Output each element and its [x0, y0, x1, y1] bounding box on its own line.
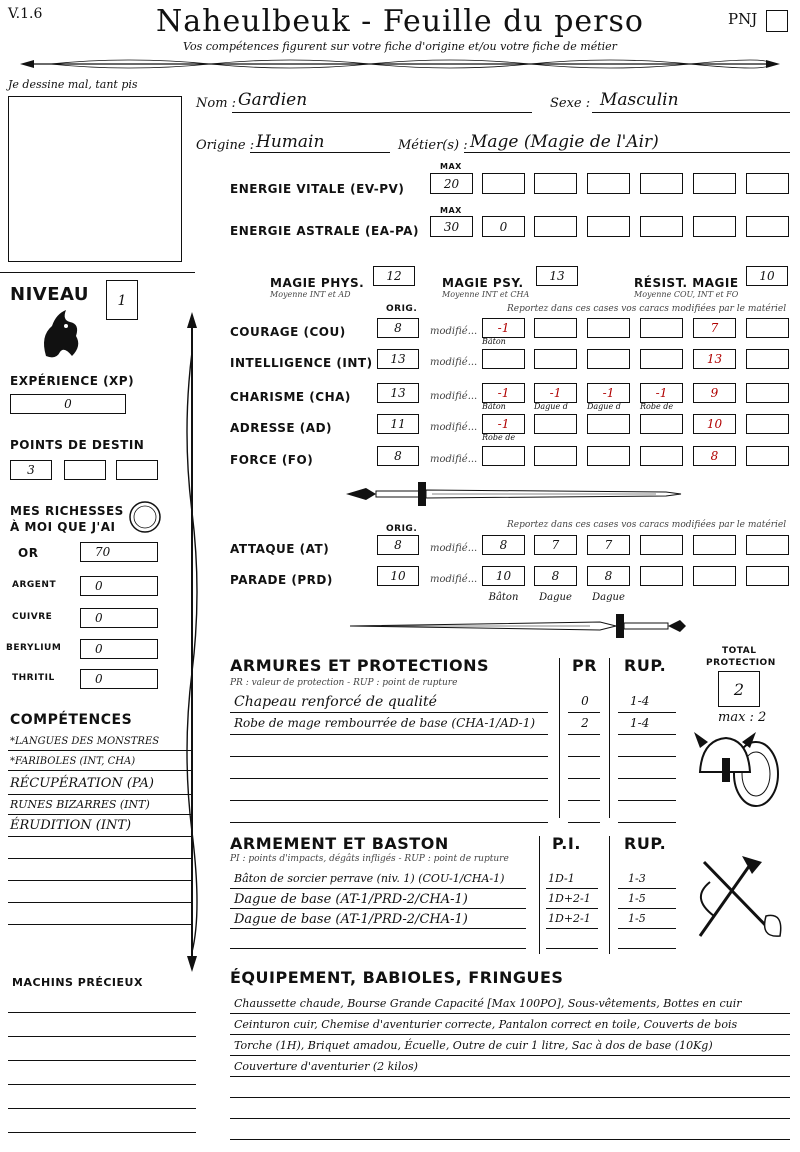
combat-mod-box[interactable]	[640, 566, 683, 586]
niveau-value[interactable]: 1	[106, 280, 138, 320]
combat-label: PARADE (PRD)	[230, 573, 333, 587]
stat-modifie-label: modifié...	[430, 357, 478, 368]
combat-mod-box[interactable]	[640, 535, 683, 555]
competence-line-5	[8, 836, 192, 837]
destin-box-1[interactable]: 3	[10, 460, 52, 480]
combat-mod-box[interactable]	[746, 535, 789, 555]
max-protection: max : 2	[718, 710, 767, 725]
stat-mod-box[interactable]	[587, 446, 630, 466]
stat-mod-source: Bâton	[482, 337, 506, 346]
armures-pr-label: PR	[572, 656, 598, 675]
competence-3[interactable]: RÉCUPÉRATION (PA)	[10, 776, 154, 791]
armure-rup-line	[618, 756, 676, 757]
equipement-line-text[interactable]: Torche (1H), Briquet amadou, Écuelle, Outre de cuir 1 litre, Sac à dos de base (10Kg)	[234, 1039, 713, 1052]
combat-sub-2: Dague	[539, 592, 572, 603]
ev-box-4[interactable]	[587, 173, 630, 194]
stat-mod-source: Robe de	[640, 402, 674, 411]
stat-mod-source: Robe de	[482, 433, 516, 442]
arme-pi-line	[546, 928, 598, 929]
thritil-value[interactable]: 0	[80, 669, 158, 689]
armures-note: PR : valeur de protection - RUP : point de rupture	[230, 678, 458, 688]
arme-line	[230, 888, 526, 889]
competence-line-7	[8, 880, 192, 881]
stats-orig-label: ORIG.	[386, 304, 418, 314]
armure-pr-line	[568, 734, 600, 735]
argent-value[interactable]: 0	[80, 576, 158, 596]
ea-max-label: MAX	[440, 206, 462, 215]
stat-label: CHARISME (CHA)	[230, 390, 351, 404]
armure-line	[230, 756, 548, 757]
equipement-line	[230, 1118, 790, 1119]
stat-label: ADRESSE (AD)	[230, 421, 333, 435]
resist-value[interactable]: 10	[746, 266, 788, 286]
total-label-2: PROTECTION	[706, 658, 776, 668]
richesses-label-2: À MOI QUE J'AI	[10, 520, 116, 534]
combat-orig-value[interactable]: 10	[377, 566, 419, 586]
origine-line	[250, 152, 390, 153]
arme-rup-line	[618, 908, 676, 909]
arme-line	[230, 908, 526, 909]
ea-box-2[interactable]: 0	[482, 216, 525, 237]
richesses-label-1: MES RICHESSES	[10, 504, 124, 518]
arme-name[interactable]: Dague de base (AT-1/PRD-2/CHA-1)	[234, 912, 468, 927]
stat-mod-source: Dague d	[587, 402, 621, 411]
sexe-label: Sexe :	[550, 96, 591, 111]
origine-label: Origine :	[196, 138, 255, 153]
armure-rup[interactable]: 1-4	[630, 694, 650, 708]
combat-orig-value[interactable]: 8	[377, 535, 419, 555]
equipement-line-text[interactable]: Chaussette chaude, Bourse Grande Capacité [Max 100PO], Sous-vêtements, Bottes en cuir	[234, 997, 742, 1010]
equipement-line	[230, 1139, 790, 1140]
armure-rup-line	[618, 712, 676, 713]
stat-mod-box[interactable]: -1	[640, 383, 683, 403]
armure-pr-line	[568, 756, 600, 757]
ea-box-1[interactable]: 30	[430, 216, 473, 237]
arme-name[interactable]: Bâton de sorcier perrave (niv. 1) (COU-1/CHA-1)	[234, 872, 505, 885]
stat-mod-box[interactable]	[534, 414, 577, 434]
armure-rup-line	[618, 800, 676, 801]
ea-label: ENERGIE ASTRALE (EA-PA)	[230, 224, 419, 238]
stat-mod-box[interactable]	[534, 318, 577, 338]
left-divider	[0, 272, 195, 273]
competence-line-6	[8, 858, 192, 859]
sword-icon-2	[340, 610, 690, 642]
weapons-icon	[690, 852, 786, 944]
stat-mod-box[interactable]: 10	[693, 414, 736, 434]
stat-modifie-label: modifié...	[430, 454, 478, 465]
competence-line-8	[8, 902, 192, 903]
arme-pi[interactable]: 1D-1	[548, 872, 575, 885]
stat-mod-box[interactable]	[587, 414, 630, 434]
machins-line-2	[8, 1036, 196, 1037]
armure-pr[interactable]: 2	[581, 716, 589, 730]
xp-value[interactable]: 0	[10, 394, 126, 414]
stat-mod-box[interactable]: -1	[482, 383, 525, 403]
stat-mod-box[interactable]	[746, 383, 789, 403]
machins-line-4	[8, 1084, 196, 1085]
machins-line-3	[8, 1060, 196, 1061]
stat-mod-box[interactable]: 9	[693, 383, 736, 403]
nom-line	[232, 112, 532, 113]
armure-pr[interactable]: 0	[581, 694, 589, 708]
competence-line-4	[8, 814, 192, 815]
ea-box-5[interactable]	[640, 216, 683, 237]
equipement-line	[230, 1013, 790, 1014]
stat-mod-box[interactable]: -1	[534, 383, 577, 403]
magie-phys-value[interactable]: 12	[373, 266, 415, 286]
stat-label: FORCE (FO)	[230, 453, 314, 467]
magie-phys-note: Moyenne INT et AD	[270, 290, 351, 299]
arme-rup-line	[618, 928, 676, 929]
sexe-value[interactable]: Masculin	[600, 90, 679, 110]
combat-modifie-label: modifié...	[430, 543, 478, 554]
combat-note: Reportez dans ces cases vos caracs modifiées par le matériel	[507, 520, 787, 530]
armement-divider-1	[539, 836, 540, 954]
total-protection-value[interactable]: 2	[718, 671, 760, 707]
armure-rup[interactable]: 1-4	[630, 716, 650, 730]
destin-box-3[interactable]	[116, 460, 158, 480]
competences-title: COMPÉTENCES	[10, 712, 133, 728]
stat-mod-box[interactable]	[482, 446, 525, 466]
armure-pr-line	[568, 822, 600, 823]
competence-2[interactable]: *FARIBOLES (INT, CHA)	[10, 756, 136, 767]
combat-mod-box[interactable]: 8	[482, 535, 525, 555]
combat-mod-box[interactable]: 10	[482, 566, 525, 586]
stat-orig-value[interactable]: 8	[377, 446, 419, 466]
total-label-1: TOTAL	[722, 646, 757, 656]
stat-mod-box[interactable]: -1	[587, 383, 630, 403]
competence-line-9	[8, 924, 192, 925]
stat-orig-value[interactable]: 13	[377, 349, 419, 369]
sexe-line	[592, 112, 790, 113]
stats-note: Reportez dans ces cases vos caracs modifiées par le matériel	[507, 304, 787, 314]
stat-mod-box[interactable]	[746, 446, 789, 466]
equipement-line	[230, 1034, 790, 1035]
combat-mod-box[interactable]: 7	[587, 535, 630, 555]
equipement-line-text[interactable]: Ceinturon cuir, Chemise d'aventurier correcte, Pantalon correct en toile, Couverts de bois	[234, 1018, 738, 1031]
cuivre-label: CUIVRE	[12, 612, 53, 622]
magie-phys-label: MAGIE PHYS.	[270, 276, 365, 290]
combat-orig-label: ORIG.	[386, 524, 418, 534]
stat-mod-box[interactable]	[587, 318, 630, 338]
stat-label: INTELLIGENCE (INT)	[230, 356, 373, 370]
or-label: OR	[18, 546, 39, 560]
arme-rup-line	[618, 888, 676, 889]
combat-sub-3: Dague	[592, 592, 625, 603]
origine-value[interactable]: Humain	[256, 132, 325, 152]
combat-mod-box[interactable]	[693, 535, 736, 555]
page-title: Naheulbeuk - Feuille du perso	[156, 4, 644, 39]
competence-1[interactable]: *LANGUES DES MONSTRES	[10, 736, 160, 747]
stat-mod-source: Dague d	[534, 402, 568, 411]
combat-mod-box[interactable]	[693, 566, 736, 586]
armure-rup-line	[618, 734, 676, 735]
competence-5[interactable]: ÉRUDITION (INT)	[10, 818, 132, 833]
ev-label: ENERGIE VITALE (EV-PV)	[230, 182, 405, 196]
ev-box-2[interactable]	[482, 173, 525, 194]
stat-mod-box[interactable]: -1	[482, 318, 525, 338]
armure-line	[230, 800, 548, 801]
magie-psy-label: MAGIE PSY.	[442, 276, 524, 290]
combat-mod-box[interactable]	[746, 566, 789, 586]
berylium-value[interactable]: 0	[80, 639, 158, 659]
nom-label: Nom :	[196, 96, 237, 111]
ea-box-4[interactable]	[587, 216, 630, 237]
stat-mod-box[interactable]: 8	[693, 446, 736, 466]
helmet-shield-icon	[694, 728, 784, 812]
dragon-icon	[36, 306, 84, 362]
armement-title: ARMEMENT ET BASTON	[230, 834, 449, 853]
stat-mod-box[interactable]	[534, 349, 577, 369]
sword-icon	[336, 478, 686, 510]
stat-mod-box[interactable]	[746, 349, 789, 369]
competence-4[interactable]: RUNES BIZARRES (INT)	[10, 798, 150, 811]
stat-modifie-label: modifié...	[430, 422, 478, 433]
stat-mod-box[interactable]: -1	[482, 414, 525, 434]
magie-psy-value[interactable]: 13	[536, 266, 578, 286]
machins-line-5	[8, 1108, 196, 1109]
resist-label: RÉSIST. MAGIE	[634, 276, 739, 290]
combat-modifie-label: modifié...	[430, 574, 478, 585]
metier-line	[464, 152, 790, 153]
combat-label: ATTAQUE (AT)	[230, 542, 330, 556]
stat-label: COURAGE (COU)	[230, 325, 346, 339]
arme-line	[230, 948, 526, 949]
armures-title: ARMURES ET PROTECTIONS	[230, 656, 489, 675]
thritil-label: THRITIL	[12, 673, 55, 683]
combat-mod-box[interactable]: 8	[587, 566, 630, 586]
competence-line-2	[8, 770, 192, 771]
arme-pi[interactable]: 1D+2-1	[548, 912, 591, 925]
arme-rup-line	[618, 948, 676, 949]
coin-icon	[128, 500, 162, 534]
armure-pr-line	[568, 800, 600, 801]
stat-mod-box[interactable]	[587, 349, 630, 369]
argent-label: ARGENT	[12, 580, 57, 590]
machins-title: MACHINS PRÉCIEUX	[12, 976, 143, 989]
armures-rup-label: RUP.	[624, 656, 667, 675]
or-value[interactable]: 70	[80, 542, 158, 562]
destin-label: POINTS DE DESTIN	[10, 438, 145, 452]
ev-box-6[interactable]	[693, 173, 736, 194]
stat-orig-value[interactable]: 11	[377, 414, 419, 434]
ev-box-5[interactable]	[640, 173, 683, 194]
stat-mod-box[interactable]	[746, 318, 789, 338]
armure-rup-line	[618, 822, 676, 823]
destin-box-2[interactable]	[64, 460, 106, 480]
stat-mod-box[interactable]	[640, 446, 683, 466]
arme-pi-line	[546, 908, 598, 909]
stat-mod-box[interactable]	[482, 349, 525, 369]
arme-rup[interactable]: 1-3	[628, 872, 646, 885]
metier-value[interactable]: Mage (Magie de l'Air)	[470, 132, 659, 152]
ev-box-1[interactable]: 20	[430, 173, 473, 194]
stat-mod-box[interactable]: 13	[693, 349, 736, 369]
arme-pi-line	[546, 888, 598, 889]
stat-mod-box[interactable]	[746, 414, 789, 434]
equipement-line	[230, 1097, 790, 1098]
armures-divider-2	[609, 658, 610, 818]
stat-modifie-label: modifié...	[430, 391, 478, 402]
ea-box-7[interactable]	[746, 216, 789, 237]
competence-line-3	[8, 794, 192, 795]
armure-name[interactable]: Chapeau renforcé de qualité	[234, 694, 437, 710]
cuivre-value[interactable]: 0	[80, 608, 158, 628]
portrait-caption: Je dessine mal, tant pis	[8, 78, 138, 91]
combat-mod-box[interactable]: 8	[534, 566, 577, 586]
competence-line-1	[8, 750, 192, 751]
stat-mod-box[interactable]	[640, 414, 683, 434]
stat-mod-box[interactable]	[640, 318, 683, 338]
combat-sub-1: Bâton	[488, 592, 519, 603]
equipement-line	[230, 1076, 790, 1077]
armure-line	[230, 712, 548, 713]
staff-icon	[180, 312, 204, 972]
stat-mod-source: Bâton	[482, 402, 506, 411]
berylium-label: BERYLIUM	[6, 643, 62, 653]
stat-modifie-label: modifié...	[430, 326, 478, 337]
stat-mod-box[interactable]	[640, 349, 683, 369]
armure-pr-line	[568, 778, 600, 779]
machins-line-1	[8, 1012, 196, 1013]
equipement-title: ÉQUIPEMENT, BABIOLES, FRINGUES	[230, 968, 564, 987]
combat-mod-box[interactable]: 7	[534, 535, 577, 555]
armures-divider-1	[559, 658, 560, 818]
niveau-label: NIVEAU	[10, 284, 89, 305]
magie-psy-note: Moyenne INT et CHA	[442, 290, 530, 299]
ea-box-6[interactable]	[693, 216, 736, 237]
equipement-line-text[interactable]: Couverture d'aventurier (2 kilos)	[234, 1060, 418, 1073]
ev-box-7[interactable]	[746, 173, 789, 194]
armement-note: PI : points d'impacts, dégâts infligés - RUP : point de rupture	[230, 854, 509, 864]
armement-pi-label: P.I.	[552, 834, 581, 853]
armement-divider-2	[609, 836, 610, 954]
arme-pi[interactable]: 1D+2-1	[548, 892, 591, 905]
stat-orig-value[interactable]: 8	[377, 318, 419, 338]
ea-box-3[interactable]	[534, 216, 577, 237]
armement-rup-label: RUP.	[624, 834, 667, 853]
stat-orig-value[interactable]: 13	[377, 383, 419, 403]
arme-rup[interactable]: 1-5	[628, 912, 646, 925]
nom-value[interactable]: Gardien	[238, 90, 308, 110]
armure-line	[230, 822, 548, 823]
stat-mod-box[interactable]: 7	[693, 318, 736, 338]
version-label: V.1.6	[8, 6, 43, 22]
armure-line	[230, 778, 548, 779]
stat-mod-box[interactable]	[534, 446, 577, 466]
armure-pr-line	[568, 712, 600, 713]
portrait-box[interactable]	[8, 96, 182, 262]
arme-name[interactable]: Dague de base (AT-1/PRD-2/CHA-1)	[234, 892, 468, 907]
xp-label: EXPÉRIENCE (XP)	[10, 374, 135, 388]
arme-line	[230, 928, 526, 929]
arme-pi-line	[546, 948, 598, 949]
header-ornament	[10, 54, 790, 74]
equipement-line	[230, 1055, 790, 1056]
arme-rup[interactable]: 1-5	[628, 892, 646, 905]
armure-name[interactable]: Robe de mage rembourrée de base (CHA-1/AD-1)	[234, 716, 536, 730]
pnj-checkbox[interactable]	[766, 10, 788, 32]
ev-max-label: MAX	[440, 162, 462, 171]
machins-line-6	[8, 1132, 196, 1133]
ev-box-3[interactable]	[534, 173, 577, 194]
pnj-label: PNJ	[728, 10, 758, 28]
resist-note: Moyenne COU, INT et FO	[634, 290, 739, 299]
armure-line	[230, 734, 548, 735]
armure-rup-line	[618, 778, 676, 779]
metier-label: Métier(s) :	[398, 138, 468, 153]
page-subtitle: Vos compétences figurent sur votre fiche d'origine et/ou votre fiche de métier	[183, 40, 617, 53]
